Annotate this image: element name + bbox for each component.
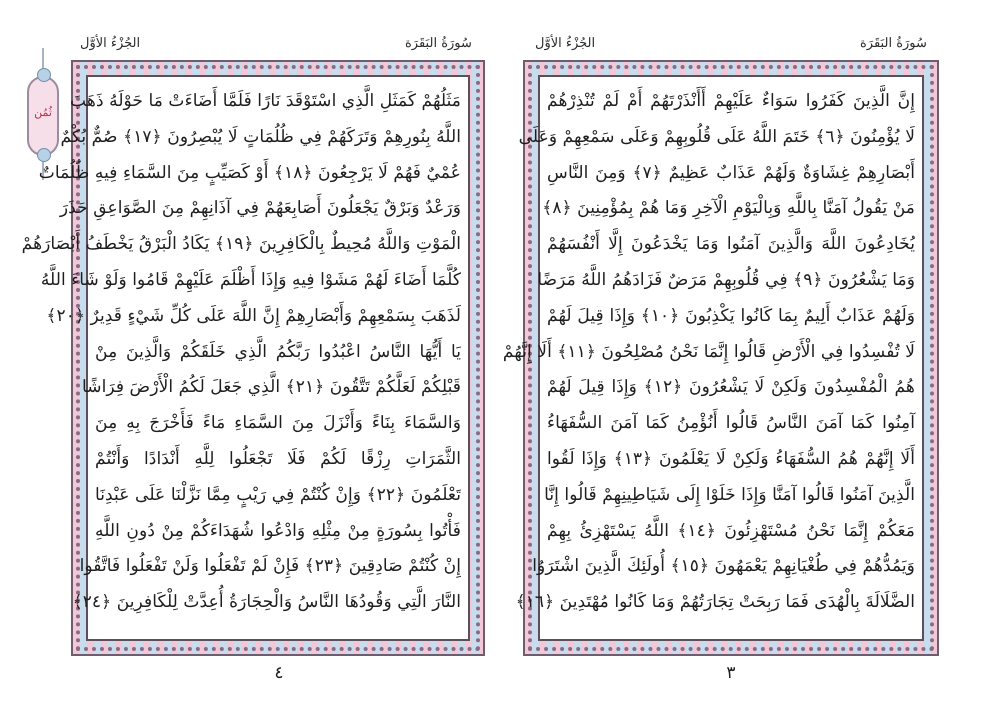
verse-line: مَعَكُمْ إِنَّمَا نَحْنُ مُسْتَهْزِئُونَ ﴿١٤﴾ اللَّهُ يَسْتَهْزِئُ بِهِمْ <box>547 520 915 541</box>
verse-line: إِنَّ الَّذِينَ كَفَرُوا سَوَاءٌ عَلَيْهِمْ أَأَنْذَرْتَهُمْ أَمْ لَمْ تُنْذِرْهُمْ <box>547 91 915 111</box>
verse-line: وَرَعْدٌ وَبَرْقٌ يَجْعَلُونَ أَصَابِعَهُمْ فِي آذَانِهِمْ مِنَ الصَّوَاعِقِ حَذَرَ <box>59 198 461 219</box>
left-page-number: ٤ <box>274 663 284 683</box>
verse-line: الثَّمَرَاتِ رِزْقًا لَكُمْ فَلَا تَجْعَلُوا لِلَّهِ أَنْدَادًا وَأَنْتُمْ <box>95 448 461 469</box>
verse-line: الضَّلَالَةَ بِالْهُدَى فَمَا رَبِحَتْ تِجَارَتُهُمْ وَمَا كَانُوا مُهْتَدِينَ ﴿١٦﴾ <box>515 592 915 613</box>
verse-line: كُلَّمَا أَضَاءَ لَهُمْ مَشَوْا فِيهِ وَإِذَا أَظْلَمَ عَلَيْهِمْ قَامُوا وَلَوْ شَاءَ اللَّهُ <box>40 269 461 290</box>
verse-line: قَبْلِكُمْ لَعَلَّكُمْ تَتَّقُونَ ﴿٢١﴾ الَّذِي جَعَلَ لَكُمُ الْأَرْضَ فِرَاشًا <box>81 377 461 398</box>
verse-line: لَا تُفْسِدُوا فِي الْأَرْضِ قَالُوا إِنَّمَا نَحْنُ مُصْلِحُونَ ﴿١١﴾ أَلَا إِنَّهُمْ <box>502 341 915 362</box>
verse-line: إِنْ كُنْتُمْ صَادِقِينَ ﴿٢٣﴾ فَإِنْ لَمْ تَفْعَلُوا وَلَنْ تَفْعَلُوا فَاتَّقُوا <box>79 556 461 577</box>
left-page-surah-header: سُورَةُ البَقَرَة <box>405 36 472 51</box>
verse-line: أَلَا إِنَّهُمْ هُمُ السُّفَهَاءُ وَلَكِنْ لَا يَعْلَمُونَ ﴿١٣﴾ وَإِذَا لَقُوا <box>547 448 915 469</box>
verse-line: هُمُ الْمُفْسِدُونَ وَلَكِنْ لَا يَشْعُرُونَ ﴿١٢﴾ وَإِذَا قِيلَ لَهُمْ <box>547 377 915 398</box>
verse-line: وَالسَّمَاءَ بِنَاءً وَأَنْزَلَ مِنَ السَّمَاءِ مَاءً فَأَخْرَجَ بِهِ مِنَ <box>95 413 461 434</box>
verse-line: وَلَهُمْ عَذَابٌ أَلِيمٌ بِمَا كَانُوا يَكْذِبُونَ ﴿١٠﴾ وَإِذَا قِيلَ لَهُمْ <box>547 305 915 326</box>
right-page-text <box>502 84 915 632</box>
verse-line: مَنْ يَقُولُ آمَنَّا بِاللَّهِ وَبِالْيَوْمِ الْآخِرِ وَمَا هُمْ بِمُؤْمِنِينَ ﴿٨﴾ <box>542 198 915 219</box>
marker-label: ثُمُن <box>34 106 52 119</box>
verse-line: الْمَوْتِ وَاللَّهُ مُحِيطٌ بِالْكَافِرِينَ ﴿١٩﴾ يَكَادُ الْبَرْقُ يَخْطَفُ أَبْصَارَهُمْ <box>21 234 461 255</box>
verse-line: وَيَمُدُّهُمْ فِي طُغْيَانِهِمْ يَعْمَهُونَ ﴿١٥﴾ أُولَئِكَ الَّذِينَ اشْتَرَوُا <box>532 556 915 577</box>
verse-line: أَبْصَارِهِمْ غِشَاوَةٌ وَلَهُمْ عَذَابٌ عَظِيمٌ ﴿٧﴾ وَمِنَ النَّاسِ <box>547 162 915 183</box>
verse-line: لَذَهَبَ بِسَمْعِهِمْ وَأَبْصَارِهِمْ إِنَّ اللَّهَ عَلَى كُلِّ شَيْءٍ قَدِيرٌ ﴿٢٠﴾ <box>46 305 461 326</box>
verse-line: النَّارَ الَّتِي وَقُودُهَا النَّاسُ وَالْحِجَارَةُ أُعِدَّتْ لِلْكَافِرِينَ ﴿٢٤﴾ <box>72 592 461 613</box>
right-page <box>502 60 939 656</box>
verse-line: تَعْلَمُونَ ﴿٢٢﴾ وَإِنْ كُنْتُمْ فِي رَيْبٍ مِمَّا نَزَّلْنَا عَلَى عَبْدِنَا <box>95 484 461 505</box>
verse-line: مَثَلُهُمْ كَمَثَلِ الَّذِي اسْتَوْقَدَ نَارًا فَلَمَّا أَضَاءَتْ مَا حَوْلَهُ ذَهَبَ <box>70 91 461 111</box>
right-page-juz-header: الجُزْءُ الأوَّل <box>535 36 596 51</box>
verse-line: فَأْتُوا بِسُورَةٍ مِنْ مِثْلِهِ وَادْعُوا شُهَدَاءَكُمْ مِنْ دُونِ اللَّهِ <box>95 520 461 541</box>
verse-line: آمِنُوا كَمَا آمَنَ النَّاسُ قَالُوا أَنُؤْمِنُ كَمَا آمَنَ السُّفَهَاءُ <box>547 413 915 434</box>
verse-line: يُخَادِعُونَ اللَّهَ وَالَّذِينَ آمَنُوا وَمَا يَخْدَعُونَ إِلَّا أَنْفُسَهُمْ <box>547 234 915 255</box>
marker-top-ornament-icon <box>37 68 51 82</box>
verse-line: يَا أَيُّهَا النَّاسُ اعْبُدُوا رَبَّكُمُ الَّذِي خَلَقَكُمْ وَالَّذِينَ مِنْ <box>95 341 461 362</box>
right-page-surah-header: سُورَةُ البَقَرَة <box>860 36 927 51</box>
verse-line: الَّذِينَ آمَنُوا قَالُوا آمَنَّا وَإِذَا خَلَوْا إِلَى شَيَاطِينِهِمْ قَالُوا إِنَّا <box>544 484 915 505</box>
right-page-number: ٣ <box>726 663 736 683</box>
verse-line: اللَّهُ بِنُورِهِمْ وَتَرَكَهُمْ فِي ظُلُمَاتٍ لَا يُبْصِرُونَ ﴿١٧﴾ صُمٌّ بُكْمٌ <box>60 126 461 147</box>
left-page-juz-header: الجُزْءُ الأوَّل <box>80 36 141 51</box>
verse-line: عُمْيٌ فَهُمْ لَا يَرْجِعُونَ ﴿١٨﴾ أَوْ كَصَيِّبٍ مِنَ السَّمَاءِ فِيهِ ظُلُمَاتٌ <box>38 162 461 183</box>
verse-line: وَمَا يَشْعُرُونَ ﴿٩﴾ فِي قُلُوبِهِمْ مَرَضٌ فَزَادَهُمُ اللَّهُ مَرَضًا <box>537 269 915 290</box>
verse-line: لَا يُؤْمِنُونَ ﴿٦﴾ خَتَمَ اللَّهُ عَلَى قُلُوبِهِمْ وَعَلَى سَمْعِهِمْ وَعَلَى <box>518 126 915 147</box>
